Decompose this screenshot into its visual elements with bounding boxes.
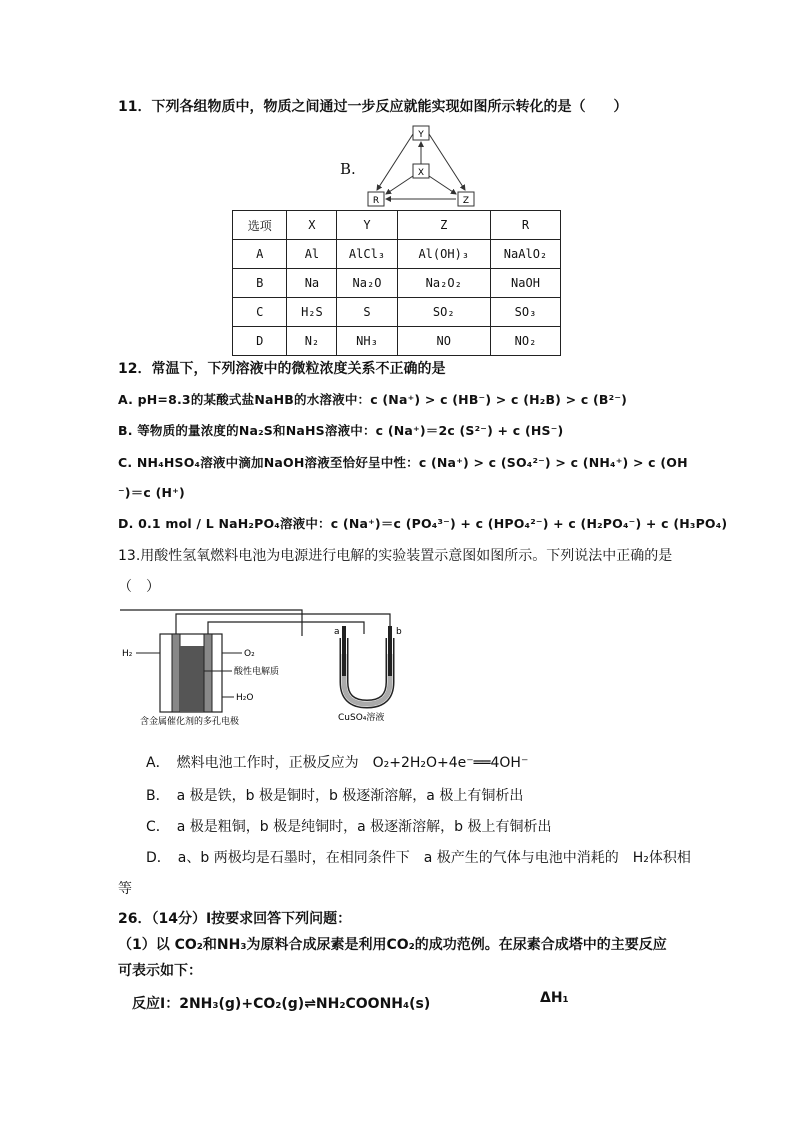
table-cell: H₂S — [287, 298, 337, 327]
table-header-cell: Z — [397, 211, 490, 240]
q12-option-c-line1: C. NH₄HSO₄溶液中滴加NaOH溶液至恰好呈中性：c (Na⁺) > c (SO₄²⁻) > c (NH₄⁺) > c (OH — [118, 455, 688, 470]
node-z-label: Z — [462, 196, 470, 206]
table-cell: SO₃ — [490, 298, 560, 327]
table-cell: SO₂ — [397, 298, 490, 327]
table-cell: Na — [287, 269, 337, 298]
table-row — [233, 240, 561, 269]
table-row — [233, 269, 561, 298]
label-electrode: 含金属催化剂的多孔电极 — [140, 717, 240, 726]
cuso4-solution — [344, 654, 390, 704]
label-h2o: H₂O — [236, 693, 254, 703]
table-cell: NO₂ — [490, 327, 560, 356]
table-row — [233, 327, 561, 356]
wire-right — [208, 622, 364, 634]
arrow-y-to-z — [429, 134, 465, 190]
q13-option-b: B． a 极是铁，b 极是铜时，b 极逐渐溶解，a 极上有铜析出 — [146, 788, 524, 804]
table-cell: Al(OH)₃ — [397, 240, 490, 269]
table-cell: Na₂O — [337, 269, 397, 298]
q26-title: 26．（14分）Ⅰ按要求回答下列问题： — [118, 911, 352, 927]
table-cell: A — [233, 240, 287, 269]
q13-apparatus-figure — [120, 604, 410, 726]
q12-option-c-line2: ⁻)＝c (H⁺) — [118, 485, 185, 500]
acid-electrolyte — [180, 646, 204, 712]
electrode-b — [388, 626, 392, 676]
q13-option-a: A． 燃料电池工作时，正极反应为 O₂+2H₂O+4e⁻══4OH⁻ — [146, 755, 529, 771]
node-y-label: Y — [418, 130, 424, 140]
label-cuso4: CuSO₄溶液 — [338, 713, 385, 723]
q26-delta-h1: ΔH₁ — [540, 990, 569, 1006]
q26-paragraph-line2: 可表示如下： — [118, 963, 202, 979]
table-cell: Al — [287, 240, 337, 269]
table-cell: Na₂O₂ — [397, 269, 490, 298]
q13-option-d-line2: 等 — [118, 881, 132, 897]
table-cell: NaAlO₂ — [490, 240, 560, 269]
table-cell: S — [337, 298, 397, 327]
q13-title: 13.用酸性氢氧燃料电池为电源进行电解的实验装置示意图如图所示。下列说法中正确的是 — [118, 548, 673, 564]
q26-paragraph-line1: （1）以 CO₂和NH₃为原料合成尿素是利用CO₂的成功范例。在尿素合成塔中的主要反应 — [118, 937, 667, 953]
table-header-cell: R — [490, 211, 560, 240]
q13-paren: （ ） — [118, 579, 160, 595]
q12-option-b: B. 等物质的量浓度的Na₂S和NaHS溶液中：c (Na⁺)＝2c (S²⁻) + c (HS⁻) — [118, 423, 564, 438]
node-x-label: X — [417, 168, 425, 178]
electrode-right — [204, 634, 212, 712]
table-header-row — [233, 211, 561, 240]
arrow-x-to-r — [386, 176, 413, 194]
u-tube-outer — [344, 638, 390, 704]
label-electrolyte: 酸性电解质 — [234, 667, 280, 677]
node-r-label: R — [372, 196, 380, 206]
table-cell: B — [233, 269, 287, 298]
electrode-left — [172, 634, 180, 712]
arrow-y-to-r — [377, 134, 413, 190]
q11-option-label: B. — [340, 160, 356, 178]
table-header-cell: 选项 — [233, 211, 287, 240]
table-cell: N₂ — [287, 327, 337, 356]
electrode-a — [342, 626, 346, 676]
q11-title: 11．下列各组物质中，物质之间通过一步反应就能实现如图所示转化的是（ ） — [118, 99, 628, 115]
q26-reaction-1: 反应Ⅰ：2NH₃(g)+CO₂(g)⇌NH₂COONH₄(s) — [132, 996, 431, 1012]
q11-conversion-diagram — [360, 124, 490, 210]
label-h2: H₂ — [122, 649, 133, 659]
label-a: a — [334, 627, 340, 637]
q12-title: 12．常温下，下列溶液中的微粒浓度关系不正确的是 — [118, 361, 446, 377]
table-cell: C — [233, 298, 287, 327]
q11-options-table — [232, 210, 561, 356]
q13-option-d-line1: D． a、b 两极均是石墨时，在相同条件下 a 极产生的气体与电池中消耗的 H₂体积相 — [146, 850, 691, 866]
table-row — [233, 298, 561, 327]
table-header-cell: Y — [337, 211, 397, 240]
table-cell: NO — [397, 327, 490, 356]
arrow-x-to-z — [429, 176, 456, 194]
table-cell: NH₃ — [337, 327, 397, 356]
table-cell: AlCl₃ — [337, 240, 397, 269]
q12-option-a: A. pH=8.3的某酸式盐NaHB的水溶液中：c (Na⁺) > c (HB⁻) > c (H₂B) > c (B²⁻) — [118, 392, 628, 407]
table-cell: NaOH — [490, 269, 560, 298]
label-b: b — [396, 627, 402, 637]
table-header-cell: X — [287, 211, 337, 240]
q12-option-d: D. 0.1 mol / L NaH₂PO₄溶液中：c (Na⁺)＝c (PO₄³⁻) + c (HPO₄²⁻) + c (H₂PO₄⁻) + c (H₃PO₄) — [118, 516, 728, 531]
table-cell: D — [233, 327, 287, 356]
label-o2: O₂ — [244, 649, 255, 659]
q13-option-c: C． a 极是粗铜，b 极是纯铜时，a 极逐渐溶解，b 极上有铜析出 — [146, 819, 552, 835]
